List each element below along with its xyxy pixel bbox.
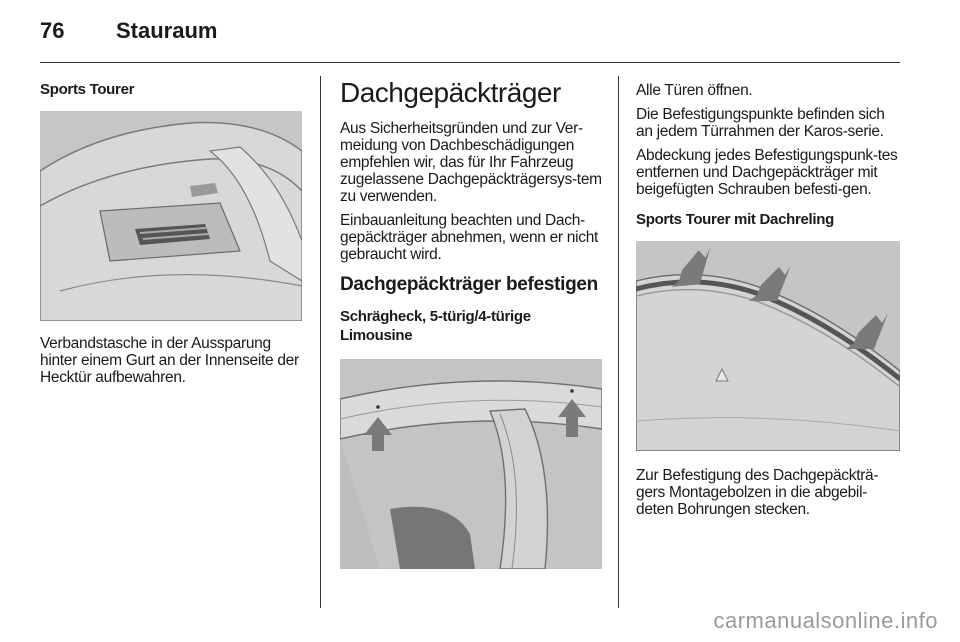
roof-rail-bolts-illustration (636, 241, 900, 451)
body-text: Abdeckung jedes Befestigungspunk-tes entfernen und Dachgepäckträger mit beigefügten Schrauben befesti-gen. (636, 147, 898, 198)
body-text: Einbauanleitung beachten und Dach-gepäckträger abnehmen, wenn er nicht gebraucht wird. (340, 212, 599, 263)
subsubsection-heading: Schrägheck, 5-türig/4-türige Limousine (340, 308, 531, 344)
header-rule (40, 62, 900, 63)
roof-mounting-points-illustration (340, 359, 602, 569)
column-divider (320, 76, 321, 608)
body-text: Zur Befestigung des Dachgepäckträ-gers Montagebolzen in die abgebil-deten Bohrungen stecken. (636, 467, 879, 518)
section-heading: Dachgepäckträger (340, 77, 561, 108)
section-heading: Sports Tourer (40, 81, 135, 98)
body-text: Verbandstasche in der Aussparung hinter einem Gurt an der Innenseite der Hecktür aufbewahren. (40, 335, 299, 386)
body-text: Alle Türen öffnen. (636, 82, 753, 99)
subsection-heading: Dachgepäckträger befestigen (340, 274, 598, 295)
column-3 (636, 76, 900, 525)
column-divider (618, 76, 619, 608)
body-text: Die Befestigungspunkte befinden sich an jedem Türrahmen der Karos-serie. (636, 106, 885, 140)
page-number: 76 (40, 18, 65, 43)
column-2 (340, 76, 602, 569)
column-1 (40, 76, 302, 393)
watermark: carmanualsonline.info (713, 608, 938, 633)
body-text: Aus Sicherheitsgründen und zur Ver-meidung von Dachbeschädigungen empfehlen wir, das für Ihr Fahrzeug zugelassene Dachgepäckträgersys-tem zu verwenden. (340, 120, 602, 205)
tailgate-first-aid-illustration (40, 111, 302, 321)
subsection-heading: Sports Tourer mit Dachreling (636, 211, 835, 228)
page-title: Stauraum (116, 18, 218, 43)
